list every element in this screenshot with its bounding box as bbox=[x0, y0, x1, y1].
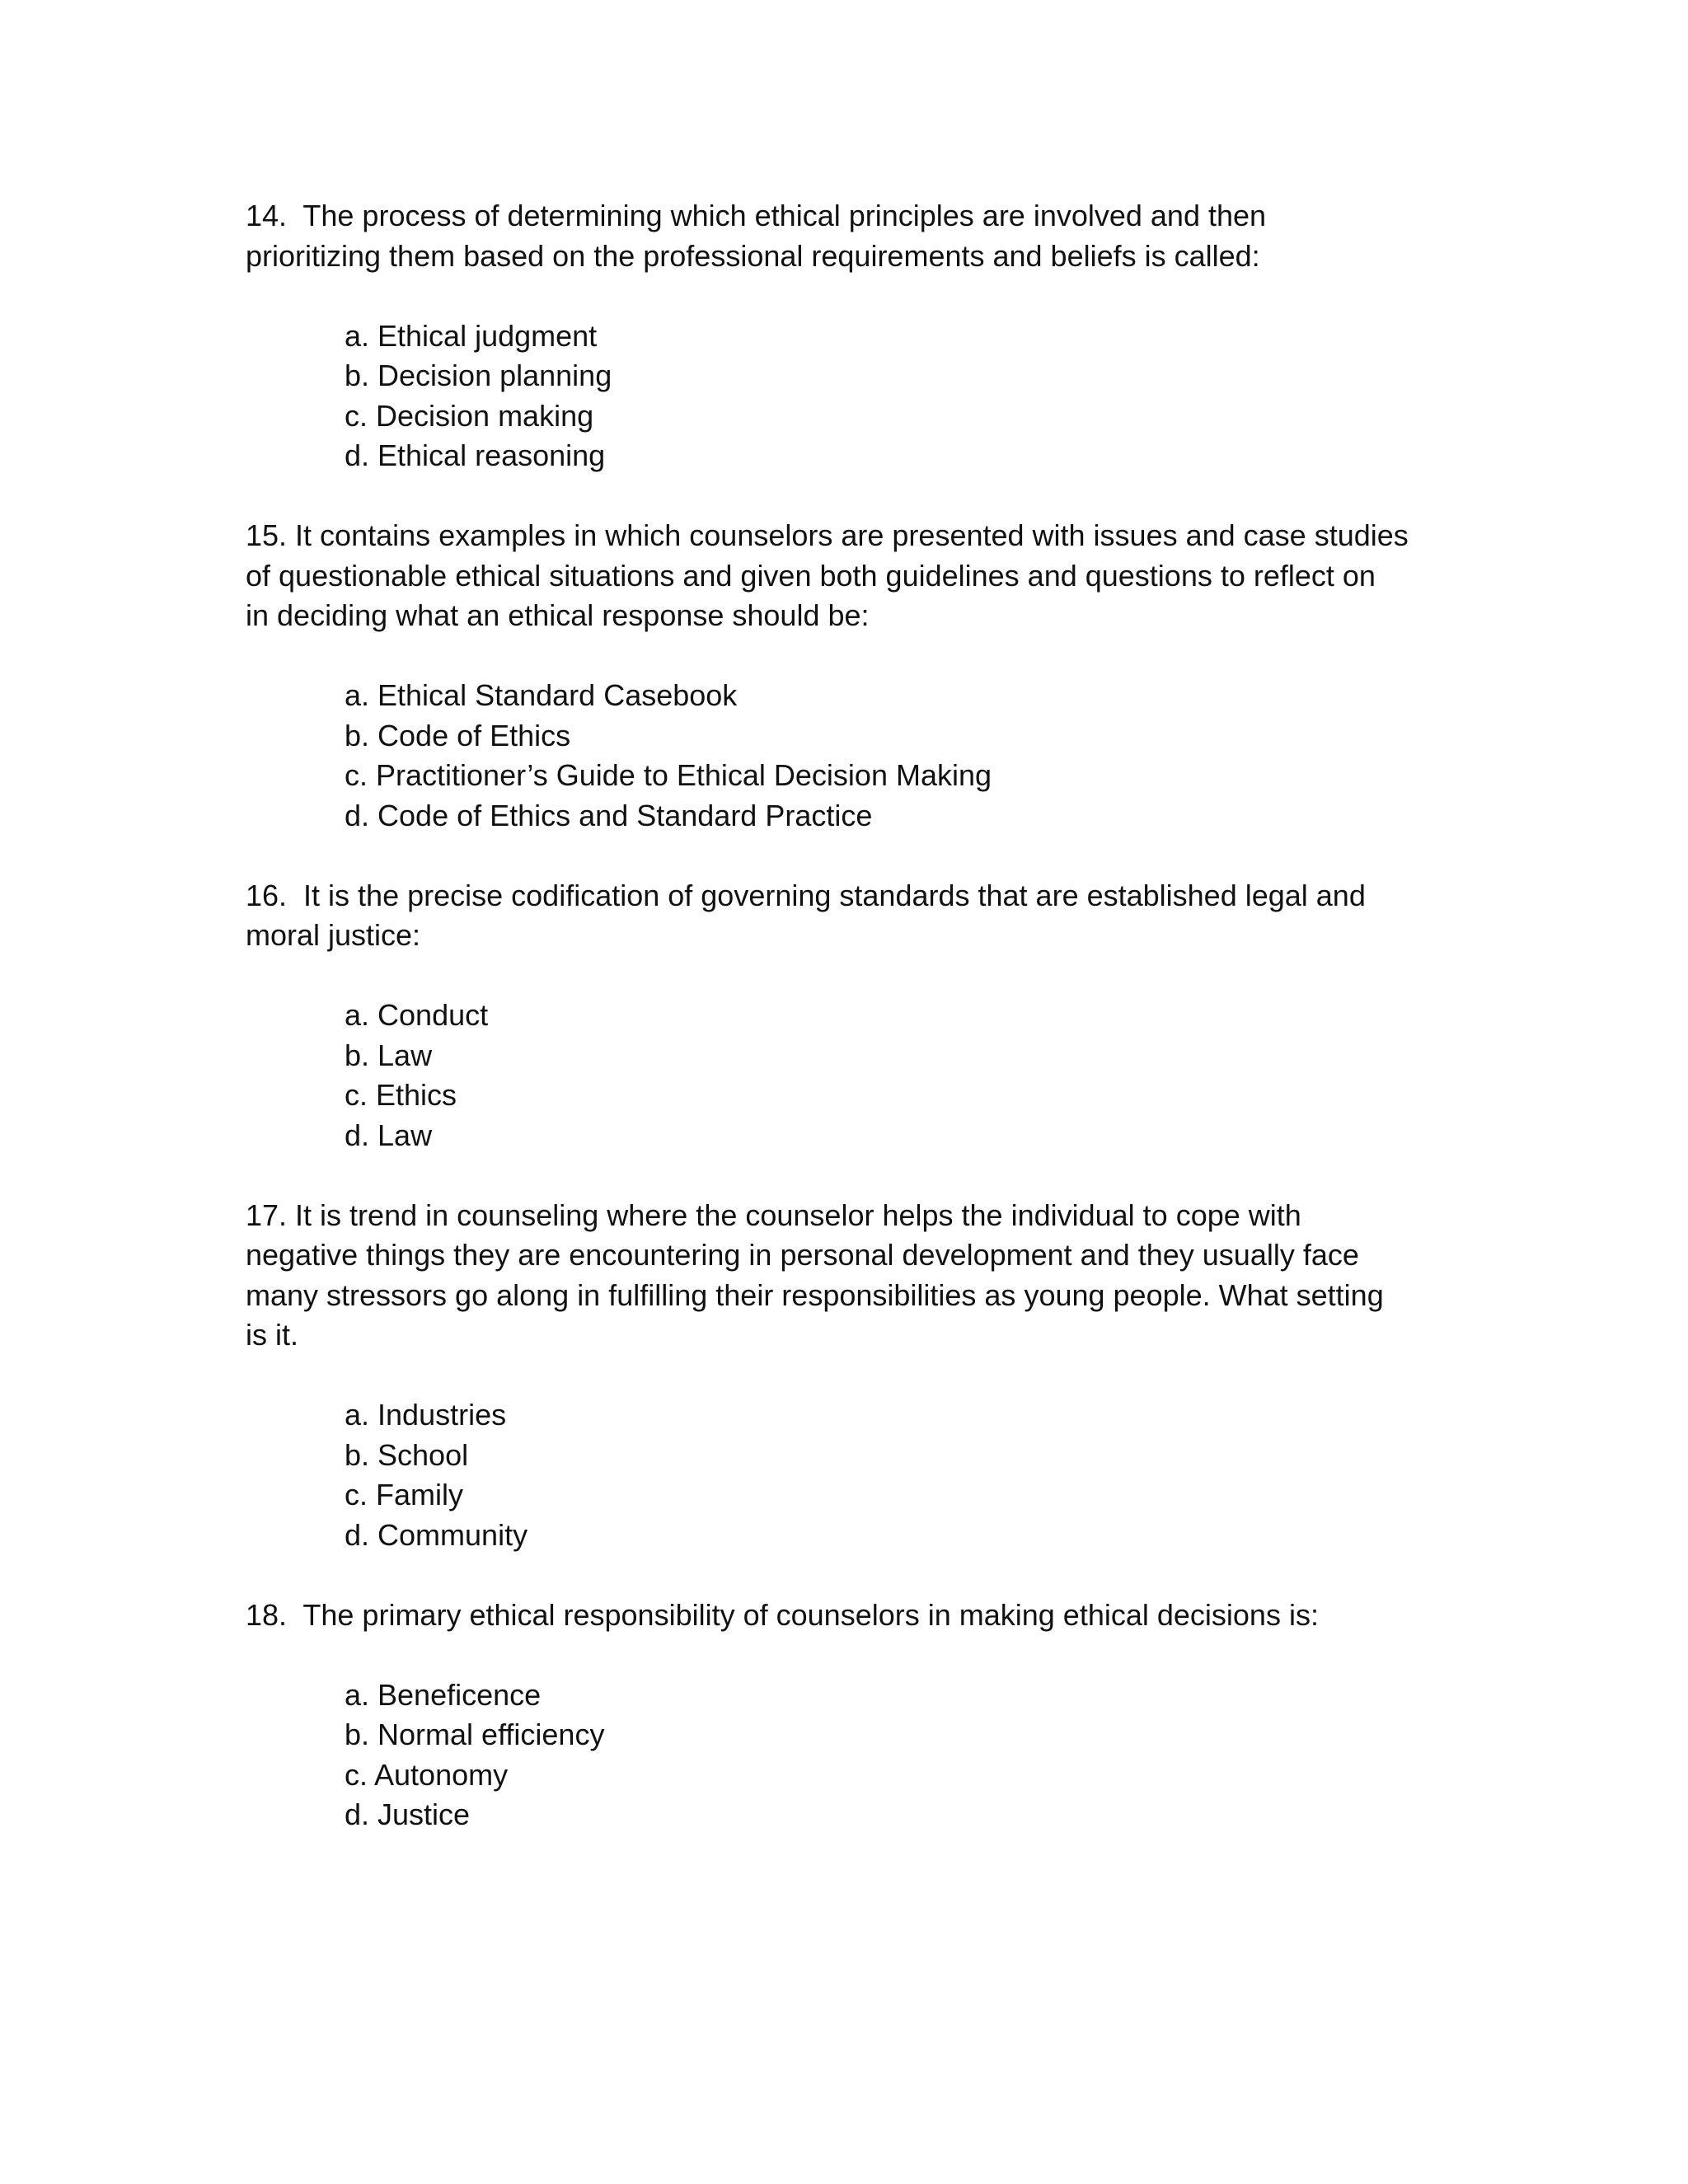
answer-option-a: a. Ethical Standard Casebook bbox=[345, 678, 738, 712]
answer-option-c: c. Decision making bbox=[345, 398, 594, 433]
question-list bbox=[246, 196, 1449, 1875]
question-text: 15. It contains examples in which counselors are presented with issues and case studies of questionable ethical situations and given both guidelines and questions to reflect on in deciding what an ethical response should be: bbox=[246, 518, 1409, 632]
answer-options bbox=[345, 1675, 1449, 1835]
question-text: 18. The primary ethical responsibility of counselors in making ethical decisions is: bbox=[246, 1597, 1319, 1632]
answer-option-b: b. Code of Ethics bbox=[345, 718, 571, 752]
question-15 bbox=[246, 516, 1449, 836]
answer-option-d: d. Community bbox=[345, 1517, 528, 1552]
answer-options bbox=[345, 996, 1449, 1155]
answer-option-d: d. Law bbox=[345, 1118, 433, 1152]
question-text: 14. The process of determining which ethical principles are involved and then prioritizing them based on the professional requirements and beliefs is called: bbox=[246, 199, 1267, 273]
answer-options bbox=[345, 316, 1449, 476]
answer-option-c: c. Ethics bbox=[345, 1078, 457, 1112]
answer-option-b: b. School bbox=[345, 1437, 469, 1472]
answer-option-d: d. Ethical reasoning bbox=[345, 438, 606, 472]
answer-option-d: d. Code of Ethics and Standard Practice bbox=[345, 798, 873, 832]
answer-options bbox=[345, 1395, 1449, 1555]
question-text: 17. It is trend in counseling where the counselor helps the individual to cope with negative things they are encountering in personal development and they usually face many stressors go along in fulfilling their responsibilities as young people. What setting is it. bbox=[246, 1197, 1384, 1352]
question-16 bbox=[246, 876, 1449, 1156]
answer-option-b: b. Law bbox=[345, 1038, 433, 1072]
answer-option-c: c. Autonomy bbox=[345, 1757, 509, 1792]
answer-option-a: a. Industries bbox=[345, 1398, 507, 1432]
answer-option-a: a. Conduct bbox=[345, 998, 489, 1032]
answer-option-a: a. Beneficence bbox=[345, 1677, 542, 1712]
question-14 bbox=[246, 196, 1449, 476]
answer-option-b: b. Decision planning bbox=[345, 359, 612, 392]
answer-option-c: c. Family bbox=[345, 1478, 463, 1511]
answer-option-d: d. Justice bbox=[345, 1797, 471, 1831]
answer-option-a: a. Ethical judgment bbox=[345, 318, 598, 353]
answer-options bbox=[345, 676, 1449, 836]
question-18 bbox=[246, 1596, 1449, 1835]
answer-option-c: c. Practitioner’s Guide to Ethical Decision Making bbox=[345, 758, 992, 792]
question-text: 16. It is the precise codification of governing standards that are established legal and moral justice: bbox=[246, 878, 1366, 952]
answer-option-b: b. Normal efficiency bbox=[345, 1718, 605, 1751]
question-17 bbox=[246, 1196, 1449, 1556]
